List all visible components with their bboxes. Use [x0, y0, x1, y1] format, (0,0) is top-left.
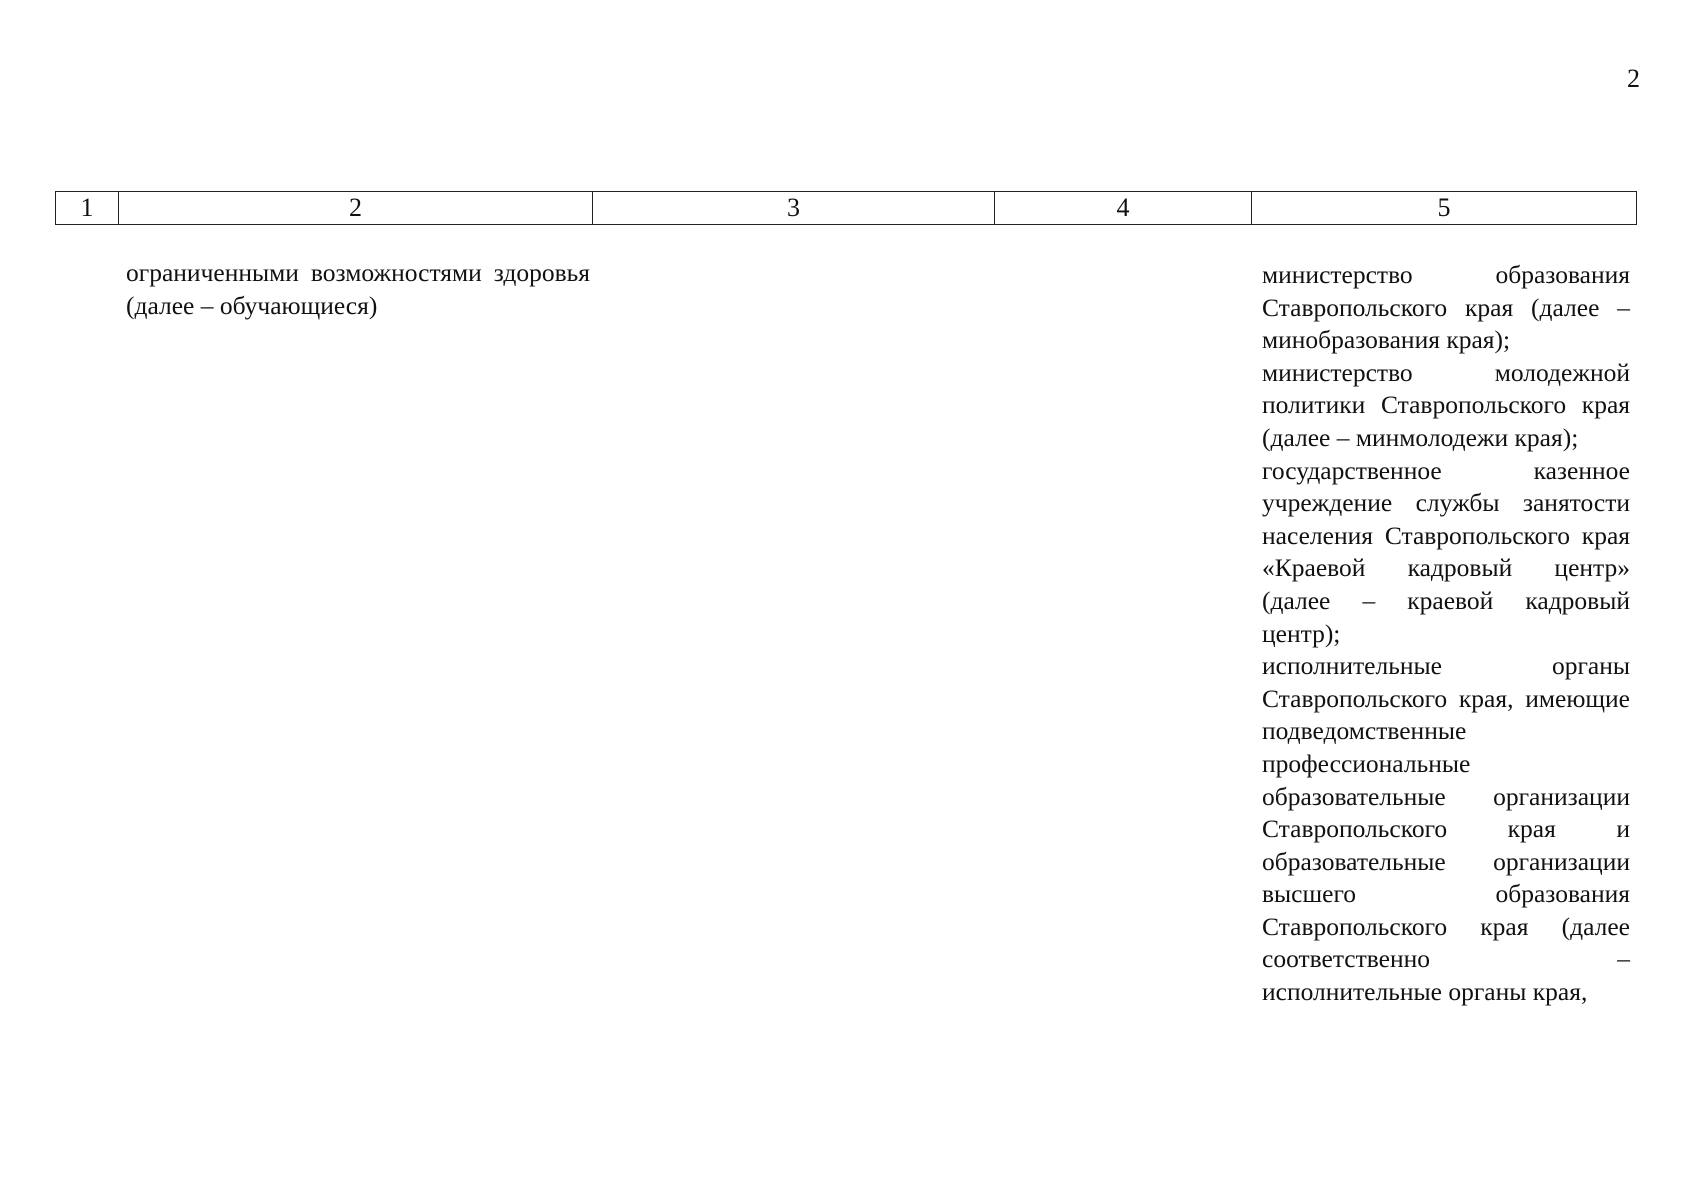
column-5-text	[1262, 259, 1630, 1009]
column-number-1: 1	[56, 192, 119, 225]
column-number-3: 3	[593, 192, 995, 225]
column-number-2: 2	[119, 192, 593, 225]
column-5-paragraph: государственное казенное учреждение службы занятости населения Ставропольского края «Краевой кадровый центр» (далее – краевой кадровый центр);	[1262, 455, 1630, 648]
column-number-4: 4	[995, 192, 1252, 225]
column-number-5: 5	[1252, 192, 1637, 225]
column-5-paragraph: министерство образования Ставропольского края (далее – минобразования края);	[1262, 260, 1630, 355]
table-header	[55, 191, 1637, 225]
column-5-paragraph: министерство молодежной политики Ставропольского края (далее – минмолодежи края);	[1262, 357, 1630, 452]
column-5-paragraph: исполнительные органы Ставропольского края, имеющие подведомственные профессиональные образовательные организации Ставропольского края и образовательные организации высшего образования Ставропольского края (далее соответственно – исполнительные органы края,	[1262, 651, 1630, 1007]
column-2-text: ограниченными возможностями здоровья (далее – обучающиеся)	[126, 258, 590, 320]
table-header-row	[56, 192, 1637, 225]
page-number: 2	[1627, 64, 1640, 93]
